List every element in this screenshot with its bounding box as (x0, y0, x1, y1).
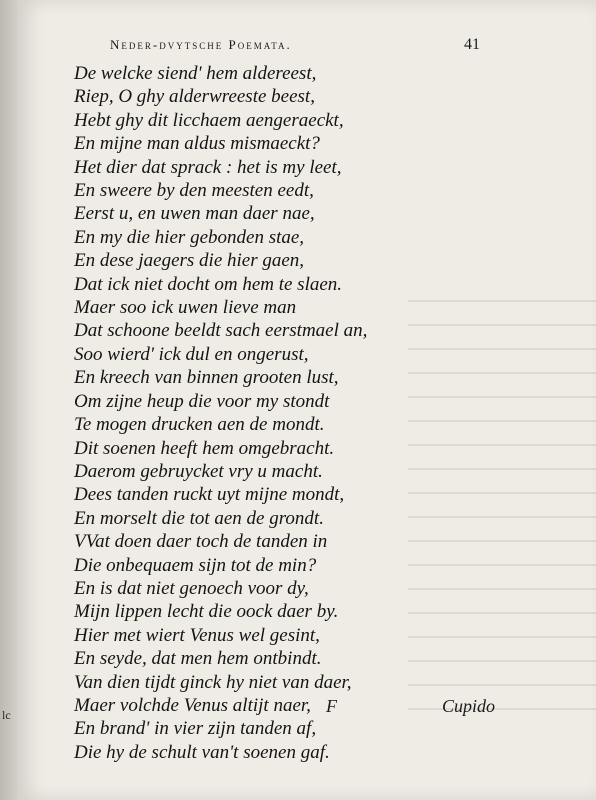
poem-line: Maer volchde Venus altijt naer, (74, 694, 311, 716)
poem-line: Dit soenen heeft hem omgebracht. (74, 437, 335, 459)
binding-gutter (0, 0, 18, 800)
poem-line: Die onbequaem sijn tot de min? (74, 554, 317, 576)
signature-mark: F (326, 696, 337, 716)
poem-line: Om zijne heup die voor my stondt (74, 390, 330, 412)
poem-line: Dat ick niet docht om hem te slaen. (74, 273, 343, 295)
poem-line: En mijne man aldus mismaeckt? (74, 133, 320, 155)
poem-line: Te mogen drucken aen de mondt. (74, 414, 325, 436)
poem-line: Die hy de schult van't soenen gaf. (74, 741, 330, 763)
poem-line: En morselt die tot aen de grondt. (74, 507, 324, 529)
poem-line: Hier met wiert Venus wel gesint, (74, 624, 320, 646)
poem-line: En dese jaegers die hier gaen, (74, 250, 305, 272)
catchword: Cupido (442, 696, 496, 716)
page-number: 41 (464, 36, 480, 53)
poem-line: Riep, O ghy alderwreeste beest, (74, 86, 315, 108)
poem-text (74, 62, 367, 764)
poem-line: En is dat niet genoech voor dy, (74, 577, 309, 599)
poem-line: Het dier dat sprack : het is my leet, (74, 156, 342, 178)
poem-line: Van dien tijdt ginck hy niet van daer, (74, 671, 352, 693)
poem-line: En brand' in vier zijn tanden af, (74, 718, 317, 740)
book-page (18, 0, 596, 800)
poem-line: Hebt ghy dit licchaem aengeraeckt, (74, 109, 344, 131)
poem-line: En my die hier gebonden stae, (74, 226, 305, 248)
poem-line: Maer soo ick uwen lieve man (74, 297, 297, 319)
poem-line: En sweere by den meesten eedt, (74, 180, 314, 202)
poem-line: VVat doen daer toch de tanden in (74, 531, 328, 553)
poem-line: En kreech van binnen grooten lust, (74, 367, 339, 389)
poem-line: Daerom gebruycket vry u macht. (74, 460, 323, 482)
show-through-texture (408, 300, 596, 720)
poem-line: Eerst u, en uwen man daer nae, (74, 203, 315, 225)
margin-fragment: lc (2, 708, 11, 722)
poem-line: Soo wierd' ick dul en ongerust, (74, 343, 309, 365)
poem-line: De welcke siend' hem aldereest, (74, 63, 317, 84)
poem-line: Dees tanden ruckt uyt mijne mondt, (74, 484, 345, 506)
poem-line: Mijn lippen lecht die oock daer by. (74, 601, 339, 623)
poem-line: Dat schoone beeldt sach eerstmael an, (74, 320, 368, 342)
running-title: Neder-dvytsche Poemata. (110, 37, 292, 52)
poem-line: En seyde, dat men hem ontbindt. (74, 648, 322, 670)
